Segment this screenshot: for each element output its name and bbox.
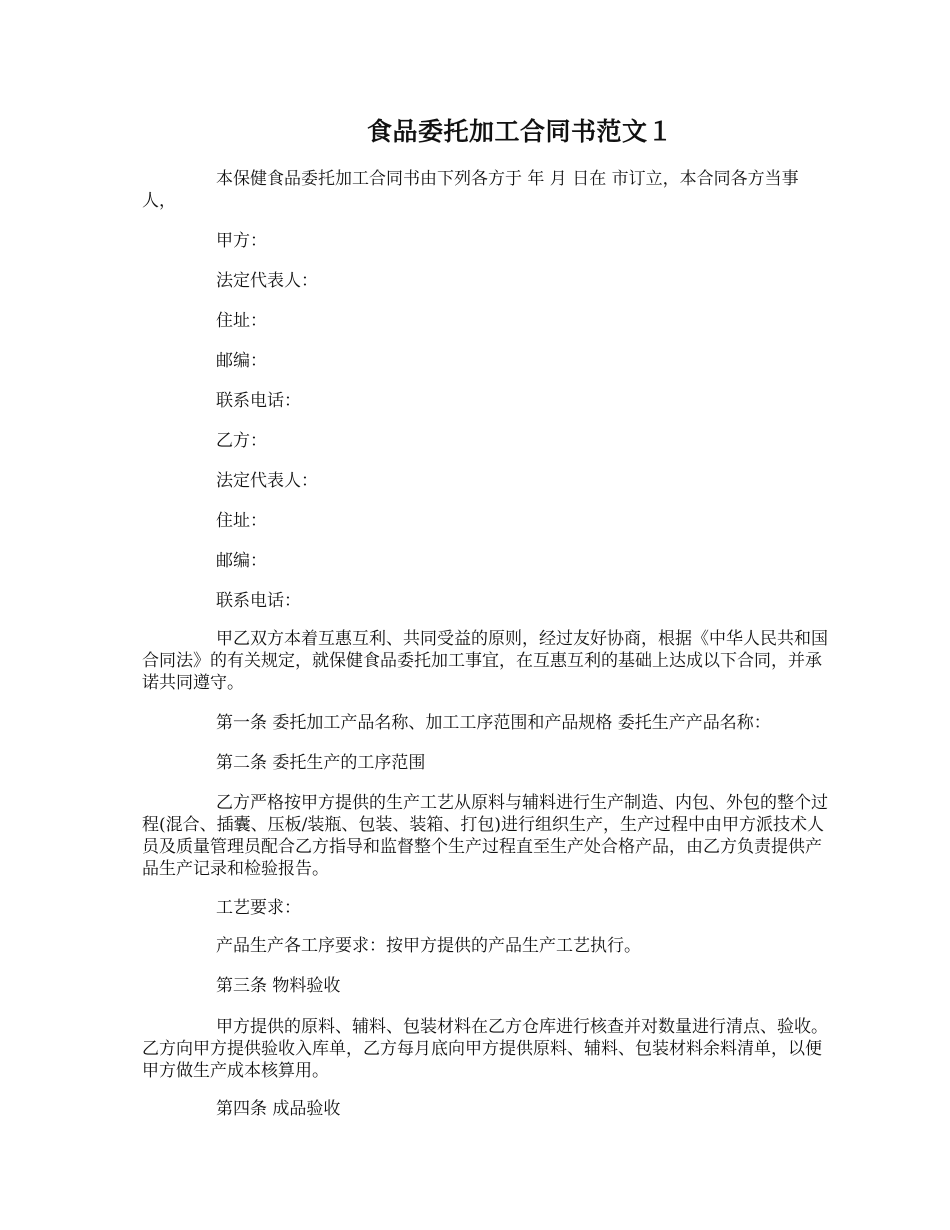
article-3-heading: 第三条 物料验收	[216, 976, 341, 996]
preamble-paragraph: 甲乙双方本着互惠互利、共同受益的原则，经过友好协商，根据《中华人民共和国合同法》的有关规定，就保健食品委托加工事宜，在互惠互利的基础上达成以下合同，并承诺共同遵守。	[142, 629, 828, 693]
article-4-heading: 第四条 成品验收	[216, 1099, 341, 1119]
party-b-representative: 法定代表人：	[216, 471, 318, 491]
craft-requirements-label: 工艺要求：	[216, 898, 301, 918]
article-1-heading: 第一条 委托加工产品名称、加工工序范围和产品规格 委托生产产品名称：	[216, 713, 771, 733]
party-b-label: 乙方：	[216, 431, 267, 451]
party-b-address: 住址：	[216, 511, 267, 531]
article-2-body: 乙方严格按甲方提供的生产工艺从原料与辅料进行生产制造、内包、外包的整个过程(混合、插囊、压板/装瓶、包装、装箱、打包)进行组织生产，生产过程中由甲方派技术人员及质量管理员配合乙方指导和监督整个生产过程直至生产处合格产品，由乙方负责提供产品生产记录和检验报告。	[142, 793, 828, 879]
document-title: 食品委托加工合同书范文１	[366, 117, 673, 146]
craft-requirements-body: 产品生产各工序要求：按甲方提供的产品生产工艺执行。	[216, 936, 641, 956]
party-a-label: 甲方：	[216, 231, 267, 251]
party-a-address: 住址：	[216, 311, 267, 331]
party-a-phone: 联系电话：	[216, 391, 301, 411]
party-a-postcode: 邮编：	[216, 351, 267, 371]
party-b-phone: 联系电话：	[216, 591, 301, 611]
party-a-representative: 法定代表人：	[216, 271, 318, 291]
article-2-heading: 第二条 委托生产的工序范围	[216, 753, 426, 773]
party-b-postcode: 邮编：	[216, 551, 267, 571]
intro-paragraph: 本保健食品委托加工合同书由下列各方于 年 月 日在 市订立，本合同各方当事人，	[142, 169, 799, 211]
article-3-body: 甲方提供的原料、辅料、包装材料在乙方仓库进行核查并对数量进行清点、验收。乙方向甲方提供验收入库单，乙方每月底向甲方提供原料、辅料、包装材料余料清单，以便甲方做生产成本核算用。	[142, 1017, 828, 1081]
